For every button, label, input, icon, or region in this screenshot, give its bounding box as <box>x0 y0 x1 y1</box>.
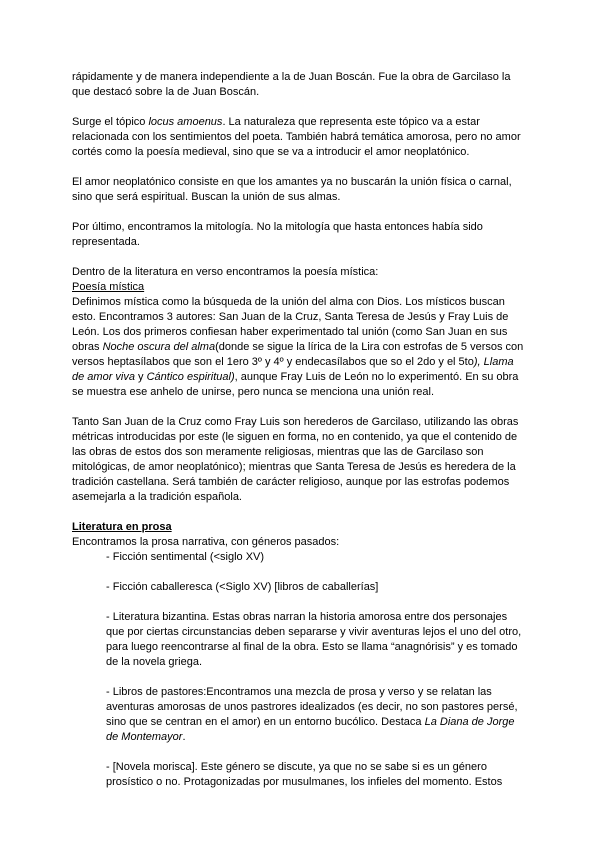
paragraph-line: versos heptasílabos que son el 1ero 3º y 4º y endecasílabos que so el 2do y el 5to), Llama <box>72 356 514 368</box>
list-item: - Libros de pastores:Encontramos una mezcla de prosa y verso y se relatan las <box>106 686 492 698</box>
work-title: Cántico espiritual) <box>146 371 235 383</box>
work-title: de Montemayor <box>106 731 183 743</box>
list-item: - Literatura bizantina. Estas obras narran la historia amorosa entre dos personajes <box>106 611 508 623</box>
work-title: La Diana de Jorge <box>424 716 515 728</box>
section-heading-poesia-mistica: Poesía mística <box>72 281 145 293</box>
list-item-line: de la novela griega. <box>106 656 203 668</box>
paragraph-line: Definimos mística como la búsqueda de la unión del alma con Dios. Los místicos buscan <box>72 296 505 308</box>
list-item-line: sino que se centran en el amor) en un entorno bucólico. Destaca La Diana de Jorge <box>106 716 515 728</box>
locus-amoenus-term: locus amoenus <box>148 116 223 128</box>
list-item: - Ficción sentimental (<siglo XV) <box>106 551 265 563</box>
list-item: - [Novela morisca]. Este género se discute, ya que no se sabe si es un género <box>106 761 487 773</box>
list-item: - Ficción caballeresca (<Siglo XV) [libros de caballerías] <box>106 581 379 593</box>
paragraph-line: Encontramos la prosa narrativa, con géneros pasados: <box>72 536 340 548</box>
paragraph-line: esto. Encontramos 3 autores: San Juan de la Cruz, Santa Teresa de Jesús y Fray Luis de <box>72 311 509 323</box>
list-item-line: para luego reencontrarse al final de la obra. Esto se llama “anagnórisis” y es tomado <box>106 641 518 653</box>
paragraph-line: tradición castellana. Será también de carácter religioso, aunque por las estrofas podemos <box>72 476 510 488</box>
list-item-line: aventuras amorosas de unos pastrores idealizados (es decir, no son pastores persé, <box>106 701 518 713</box>
paragraph-line: asemejarla a la tradición española. <box>72 491 242 503</box>
paragraph-line: Dentro de la literatura en verso encontramos la poesía mística: <box>72 266 379 278</box>
paragraph-line: las obras de estos dos son meramente religiosas, mientras que las de Garcilaso son <box>72 446 484 458</box>
paragraph-line: mitológicas, de amor neoplatónico); mientras que Santa Teresa de Jesús es heredera de la <box>72 461 516 473</box>
list-item-line: que por ciertas circunstancias deben separarse y vivir aventuras lejos el uno del otro, <box>106 626 522 638</box>
paragraph-line: León. Los dos primeros confiesan haber experimentado tal unión (como San Juan en sus <box>72 326 508 338</box>
paragraph-line: sino que será espiritual. Buscan la unión de sus almas. <box>72 191 341 203</box>
paragraph-line: Por último, encontramos la mitología. No la mitología que hasta entonces había sido <box>72 221 483 233</box>
paragraph-line: obras Noche oscura del alma(donde se sigue la lírica de la Lira con estrofas de 5 versos con <box>72 341 524 353</box>
work-title: ), Llama <box>473 356 514 368</box>
paragraph-line: Surge el tópico locus amoenus. La naturaleza que representa este tópico va a estar <box>72 116 480 128</box>
paragraph-line: El amor neoplatónico consiste en que los amantes ya no buscarán la unión física o carnal, <box>72 176 512 188</box>
paragraph-line: representada. <box>72 236 140 248</box>
work-title: Noche oscura del alma <box>102 341 216 353</box>
paragraph-line: rápidamente y de manera independiente a la de Juan Boscán. Fue la obra de Garcilaso la <box>72 71 511 83</box>
list-item-line: de Montemayor. <box>106 731 186 743</box>
section-heading-literatura-en-prosa: Literatura en prosa <box>72 521 172 533</box>
paragraph-line: se muestra ese anhelo de unirse, pero nunca se menciona una unión real. <box>72 386 435 398</box>
list-item-line: prosístico o no. Protagonizadas por musulmanes, los infieles del momento. Estos <box>106 776 503 788</box>
paragraph-line: Tanto San Juan de la Cruz como Fray Luis son herederos de Garcilaso, utilizando las obras <box>72 416 519 428</box>
paragraph-line: métricas introducidas por este (le siguen en forma, no en contenido, ya que el contenido de <box>72 431 518 443</box>
paragraph-line: relacionada con los sentimientos del poeta. También habrá temática amorosa, pero no amor <box>72 131 521 143</box>
paragraph-line: de amor viva y Cántico espiritual), aunque Fray Luis de León no lo experimentó. En su obra <box>72 371 519 383</box>
work-title: de amor viva <box>72 371 135 383</box>
document-page <box>72 70 542 790</box>
paragraph-line: cortés como la poesía medieval, sino que se va a introducir el amor neoplatónico. <box>72 146 470 158</box>
paragraph-line: que destacó sobre la de Juan Boscán. <box>72 86 260 98</box>
